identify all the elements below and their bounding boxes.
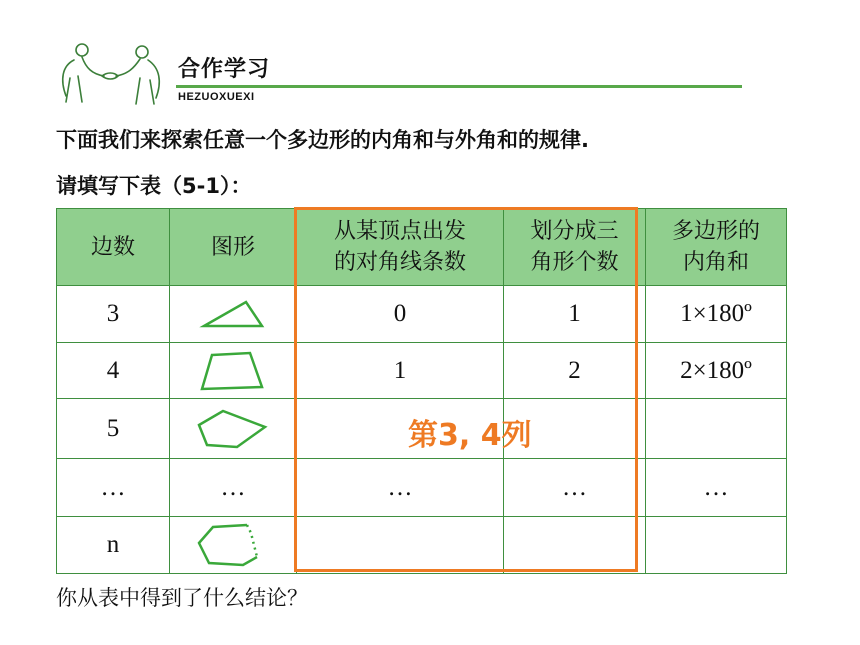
cell-angle-sum: 1×180º: [646, 286, 787, 343]
header-angle-sum-line2: 内角和: [682, 250, 749, 275]
header-sides: 边数: [57, 209, 170, 286]
cell-shape: [170, 343, 297, 399]
header-angle-sum-line1: 多边形的: [671, 219, 760, 244]
header-triangles: [504, 209, 646, 286]
triangle-icon: [198, 296, 268, 332]
table-row: [57, 343, 787, 399]
section-title: 合作学习: [178, 57, 271, 82]
cell-sides: n: [57, 517, 170, 574]
n-gon-icon: [195, 521, 271, 569]
cell-diagonals: [297, 517, 504, 574]
cell-shape: [170, 286, 297, 343]
header-diagonals-line1: 从某顶点出发: [333, 219, 466, 244]
table-row: [57, 459, 787, 517]
cell-shape: [170, 517, 297, 574]
header-diagonals: [297, 209, 504, 286]
highlight-label: 第3, 4列: [408, 418, 532, 453]
cell-angle-sum: …: [646, 459, 787, 517]
table-header-row: [57, 209, 787, 286]
cell-triangles: 1: [504, 286, 646, 343]
two-people-handshake-icon: [52, 40, 170, 110]
cell-triangles: …: [504, 459, 646, 517]
table-row: [57, 286, 787, 343]
cell-diagonals: 1: [297, 343, 504, 399]
conclusion-question: 你从表中得到了什么结论？: [56, 586, 308, 610]
cell-triangles: [504, 517, 646, 574]
cell-diagonals: 0: [297, 286, 504, 343]
cell-sides: 3: [57, 286, 170, 343]
cell-sides: 4: [57, 343, 170, 399]
header-diagonals-line2: 的对角线条数: [333, 250, 466, 275]
table-row: [57, 517, 787, 574]
intro-line-1: 下面我们来探索任意一个多边形的内角和与外角和的规律.: [56, 128, 589, 152]
cell-angle-sum: 2×180º: [646, 343, 787, 399]
cell-shape: [170, 399, 297, 459]
cell-angle-sum: [646, 517, 787, 574]
cell-triangles: 2: [504, 343, 646, 399]
section-subtitle: HEZUOXUEXI: [178, 91, 255, 103]
header-triangles-line1: 划分成三: [530, 219, 619, 244]
intro-line-2: 请填写下表（5-1）：: [56, 174, 252, 198]
header-shape: 图形: [170, 209, 297, 286]
quadrilateral-icon: [198, 349, 268, 393]
header-divider: [176, 85, 742, 88]
cell-sides: …: [57, 459, 170, 517]
polygon-table: [56, 208, 787, 574]
header-angle-sum: [646, 209, 787, 286]
cell-sides: 5: [57, 399, 170, 459]
cell-angle-sum: [646, 399, 787, 459]
cell-diagonals: …: [297, 459, 504, 517]
pentagon-icon: [195, 407, 271, 451]
cell-shape: …: [170, 459, 297, 517]
header-triangles-line2: 角形个数: [530, 250, 619, 275]
